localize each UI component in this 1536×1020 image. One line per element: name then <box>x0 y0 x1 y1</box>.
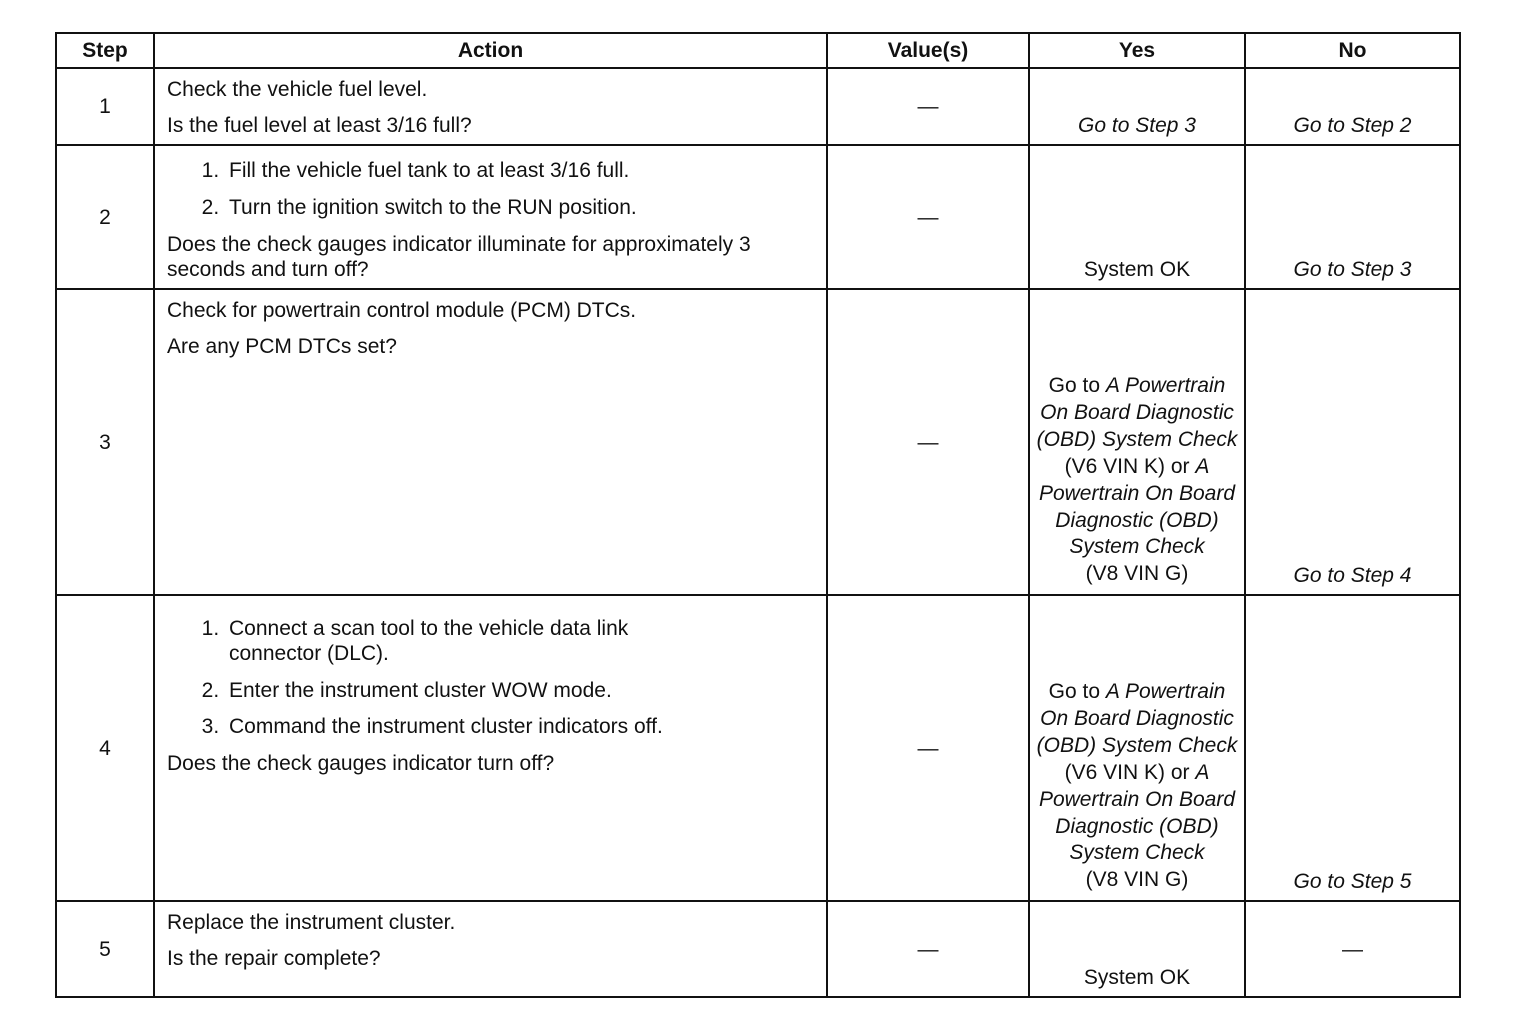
action-step-item: 2. Turn the ignition switch to the RUN position. <box>225 195 816 220</box>
yes-cell: System OK <box>1029 901 1245 997</box>
action-steps-list <box>167 616 816 739</box>
step-number: 1 <box>56 68 154 145</box>
action-step-item: 1. Connect a scan tool to the vehicle data link connector (DLC). <box>225 616 816 666</box>
no-cell: Go to Step 3 <box>1245 145 1460 289</box>
header-yes: Yes <box>1029 33 1245 68</box>
table-header-row <box>56 33 1460 68</box>
value-cell: — <box>827 289 1029 595</box>
no-cell: Go to Step 2 <box>1245 68 1460 145</box>
table-row <box>56 289 1460 595</box>
yes-cell <box>1029 595 1245 901</box>
yes-go-to: Go to <box>1048 374 1101 398</box>
yes-reference-qualifier: (V6 VIN K) or <box>1064 760 1190 784</box>
action-text: Check the vehicle fuel level. <box>167 78 428 101</box>
no-cell: Go to Step 5 <box>1245 595 1460 901</box>
action-question: Does the check gauges indicator illuminate for approximately 3 seconds and turn off? <box>167 232 751 281</box>
value-cell: — <box>827 901 1029 997</box>
action-text: Replace the instrument cluster. <box>167 911 456 935</box>
action-step-item: 2. Enter the instrument cluster WOW mode. <box>225 678 816 703</box>
no-cell: Go to Step 4 <box>1245 289 1460 595</box>
value-cell: — <box>827 68 1029 145</box>
value-cell: — <box>827 145 1029 289</box>
action-cell <box>154 68 827 145</box>
header-values: Value(s) <box>827 33 1029 68</box>
table-row <box>56 145 1460 289</box>
table-row <box>56 68 1460 145</box>
action-step-item: 1. Fill the vehicle fuel tank to at least 3/16 full. <box>225 158 816 183</box>
action-question: Is the repair complete? <box>167 947 381 971</box>
action-question: Is the fuel level at least 3/16 full? <box>167 114 472 138</box>
yes-go-to: Go to <box>1048 680 1101 704</box>
yes-reference-link: A Powertrain On Board Diagnostic (OBD) System Check <box>1036 374 1238 451</box>
yes-reference-link: A Powertrain On Board Diagnostic (OBD) System Check <box>1038 760 1236 865</box>
action-cell <box>154 289 827 595</box>
action-cell <box>154 901 827 997</box>
step-number: 5 <box>56 901 154 997</box>
action-question: Are any PCM DTCs set? <box>167 335 397 359</box>
table-row <box>56 595 1460 901</box>
step-number: 2 <box>56 145 154 289</box>
yes-cell: Go to Step 3 <box>1029 68 1245 145</box>
table-row <box>56 901 1460 997</box>
step-number: 3 <box>56 289 154 595</box>
diagnostic-table <box>55 32 1461 998</box>
action-text: Check for powertrain control module (PCM) DTCs. <box>167 299 637 323</box>
action-cell <box>154 595 827 901</box>
header-step: Step <box>56 33 154 68</box>
action-steps-list <box>167 158 816 219</box>
yes-cell: System OK <box>1029 145 1245 289</box>
no-cell: — <box>1245 901 1460 997</box>
value-cell: — <box>827 595 1029 901</box>
yes-reference-qualifier: (V8 VIN G) <box>1085 868 1189 892</box>
yes-cell <box>1029 289 1245 595</box>
action-step-item: 3. Command the instrument cluster indicators off. <box>225 714 816 739</box>
yes-reference-qualifier: (V8 VIN G) <box>1085 562 1189 586</box>
yes-reference-qualifier: (V6 VIN K) or <box>1064 454 1190 478</box>
action-question: Does the check gauges indicator turn off? <box>167 751 555 775</box>
header-no: No <box>1245 33 1460 68</box>
yes-reference-link: A Powertrain On Board Diagnostic (OBD) System Check <box>1038 454 1236 559</box>
yes-reference-link: A Powertrain On Board Diagnostic (OBD) System Check <box>1036 680 1238 757</box>
action-cell <box>154 145 827 289</box>
step-number: 4 <box>56 595 154 901</box>
header-action: Action <box>154 33 827 68</box>
